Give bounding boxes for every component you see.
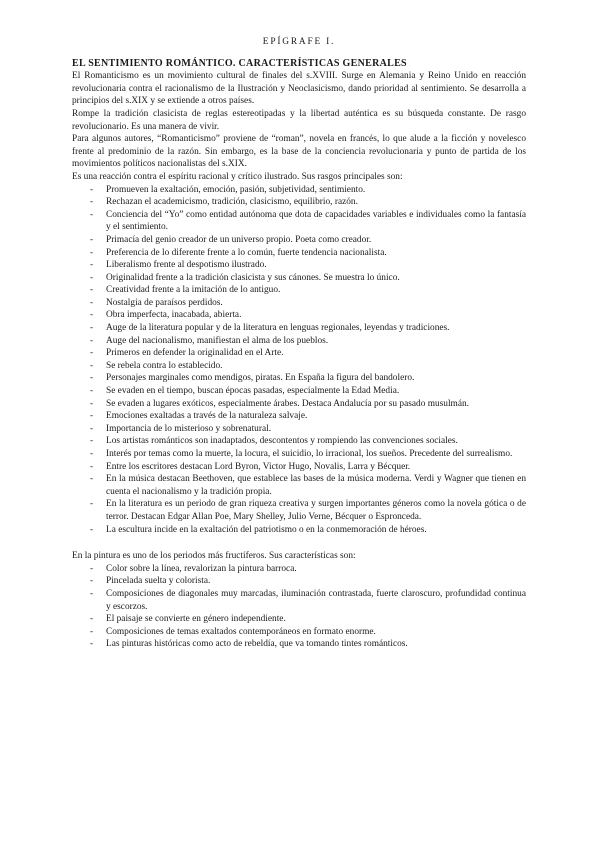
list-item: - Las pinturas históricas como acto de rebeldía, que va tomando tintes románticos. bbox=[72, 638, 526, 651]
painting-list bbox=[72, 563, 526, 651]
section-header: EPÍGRAFE I. bbox=[262, 37, 336, 47]
list-item: - Obra imperfecta, inacabada, abierta. bbox=[72, 309, 526, 322]
list-item: - Auge del nacionalismo, manifiestan el alma de los pueblos. bbox=[72, 335, 526, 348]
list-item: - Preferencia de lo diferente frente a lo común, fuerte tendencia nacionalista. bbox=[72, 247, 526, 260]
list-item: - Se evaden a lugares exóticos, especialmente árabes. Destaca Andalucía por su pasado musulmán. bbox=[72, 398, 526, 411]
list-item: - Nostalgia de paraísos perdidos. bbox=[72, 297, 526, 310]
list-item: - Se evaden en el tiempo, buscan épocas pasadas, especialmente la Edad Media. bbox=[72, 385, 526, 398]
intro-paragraph: Es una reacción contra el espíritu racional y crítico ilustrado. Sus rasgos principales son: bbox=[72, 171, 403, 182]
list-item: - El paisaje se convierte en género independiente. bbox=[72, 613, 526, 626]
intro-paragraph: Para algunos autores, “Romanticismo” proviene de “roman”, novela en francés, lo que alude a la ficción y novelesco frente al predominio de la razón. Sin embargo, es la base de la conciencia revolucionaria y punto de partida de los movimientos políticos nacionalistas del s.XIX. bbox=[72, 134, 526, 170]
list-item: - Pincelada suelta y colorista. bbox=[72, 575, 526, 588]
list-item: - Entre los escritores destacan Lord Byron, Victor Hugo, Novalis, Larra y Bécquer. bbox=[72, 461, 526, 474]
list-item: - Color sobre la línea, revalorizan la pintura barroca. bbox=[72, 563, 526, 576]
list-item: - Primeros en defender la originalidad en el Arte. bbox=[72, 347, 526, 360]
list-item: - Los artistas románticos son inadaptados, descontentos y rompiendo las convenciones sociales. bbox=[72, 435, 526, 448]
list-item: - Importancia de lo misterioso y sobrenatural. bbox=[72, 423, 526, 436]
list-item: - Composiciones de temas exaltados contemporáneos en formato enorme. bbox=[72, 626, 526, 639]
list-item: - Rechazan el academicismo, tradición, clasicismo, equilibrio, razón. bbox=[72, 196, 526, 209]
document-page bbox=[72, 36, 526, 651]
section-spacer bbox=[72, 536, 526, 550]
traits-list bbox=[72, 184, 526, 537]
intro-paragraph: Rompe la tradición clasicista de reglas estereotipadas y la libertad auténtica es su búsqueda constante. De rasgo revolucionario. Es una manera de vivir. bbox=[72, 108, 526, 132]
list-item: - Originalidad frente a la tradición clasicista y sus cánones. Se muestra lo único. bbox=[72, 272, 526, 285]
list-item: - Promueven la exaltación, emoción, pasión, subjetividad, sentimiento. bbox=[72, 184, 526, 197]
list-item: - La escultura incide en la exaltación del patriotismo o en la conmemoración de héroes. bbox=[72, 524, 526, 537]
list-item: - Emociones exaltadas a través de la naturaleza salvaje. bbox=[72, 410, 526, 423]
painting-intro: En la pintura es uno de los periodos más fructíferos. Sus características son: bbox=[72, 551, 356, 562]
list-item: - En la música destacan Beethoven, que establece las bases de la música moderna. Verdi y Wagner que tienen en cuenta el nacionalismo y la tradición propia. bbox=[72, 473, 526, 498]
list-item: - En la literatura es un periodo de gran riqueza creativa y surgen importantes géneros como la novela gótica o de terror. Destacan Edgar Allan Poe, Mary Shelley, Julio Verne, Bécquer o Espronceda. bbox=[72, 498, 526, 523]
list-item: - Composiciones de diagonales muy marcadas, iluminación contrastada, fuerte claroscuro, profundidad continua y escorzos. bbox=[72, 588, 526, 613]
list-item: - Creatividad frente a la imitación de lo antiguo. bbox=[72, 284, 526, 297]
list-item: - Interés por temas como la muerte, la locura, el suicidio, lo irracional, los sueños. Precedente del surrealismo. bbox=[72, 448, 526, 461]
intro-paragraph: El Romanticismo es un movimiento cultural de finales del s.XVIII. Surge en Alemania y Reino Unido en reacción revolucionaria contra el racionalismo de la Ilustración y Neoclasicismo, dando prioridad al sentimiento. Se desarrolla a principios del s.XIX y se extiende a otros países. bbox=[72, 71, 526, 107]
list-item: - Se rebela contra lo establecido. bbox=[72, 360, 526, 373]
list-item: - Auge de la literatura popular y de la literatura en lenguas regionales, leyendas y tradiciones. bbox=[72, 322, 526, 335]
list-item: - Personajes marginales como mendigos, piratas. En España la figura del bandolero. bbox=[72, 372, 526, 385]
document-title: EL SENTIMIENTO ROMÁNTICO. CARACTERÍSTICAS GENERALES bbox=[72, 57, 407, 69]
list-item: - Primacía del genio creador de un universo propio. Poeta como creador. bbox=[72, 234, 526, 247]
list-item: - Conciencia del “Yo” como entidad autónoma que dota de capacidades variables e individuales como la fantasía y el sentimiento. bbox=[72, 209, 526, 234]
list-item: - Liberalismo frente al despotismo ilustrado. bbox=[72, 259, 526, 272]
